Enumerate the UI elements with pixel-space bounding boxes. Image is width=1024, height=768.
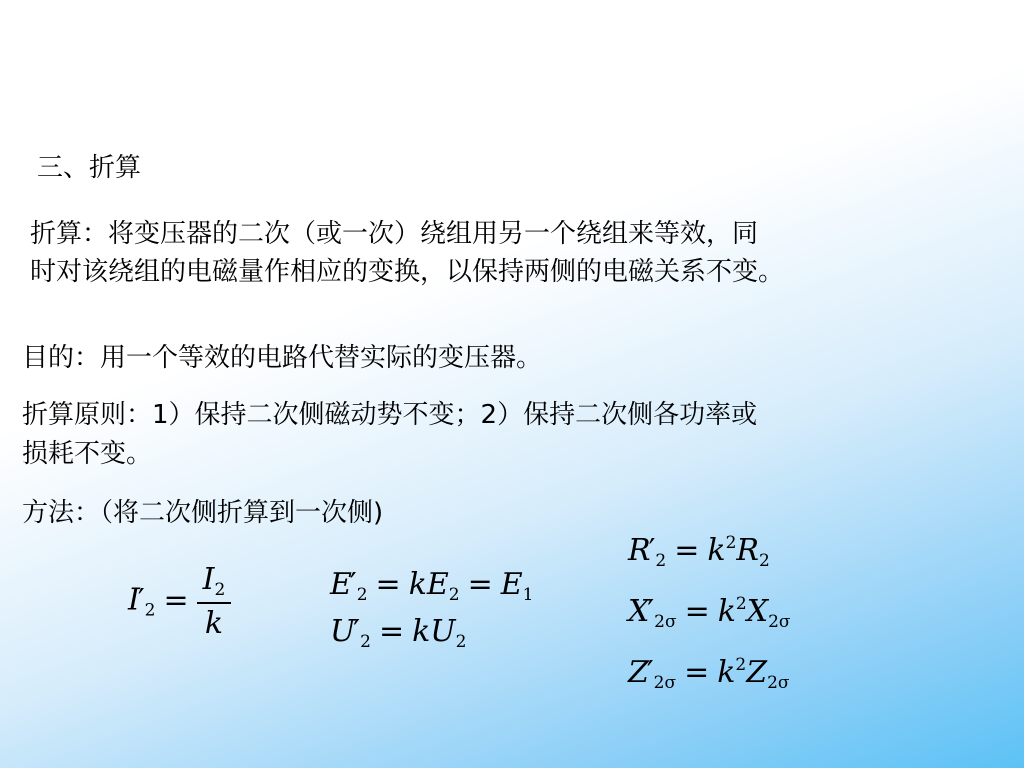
- current-fraction: $\frac{I_2}{k}$: [197, 562, 232, 641]
- emf-formula: $E'_2 = kE_2 = E_1$: [330, 567, 534, 605]
- definition-line-2: 时对该绕组的电磁量作相应的变换，以保持两侧的电磁关系不变。: [30, 257, 785, 287]
- definition-line-1: 折算：将变压器的二次（或一次）绕组用另一个绕组来等效，同: [30, 219, 759, 249]
- voltage-formula: $U'_2 = kU_2$: [330, 614, 467, 652]
- principle-line-1: 折算原则：1）保持二次侧磁动势不变；2）保持二次侧各功率或: [22, 400, 758, 430]
- current-formula: $I'_2$ = $\frac{I_2}{k}$: [128, 562, 231, 641]
- purpose-text: 目的：用一个等效的电路代替实际的变压器。: [22, 343, 543, 373]
- reactance-formula: $X'_{2\sigma} = k^2X_{2\sigma}$: [628, 594, 791, 632]
- impedance-formula: $Z'_{2\sigma} = k^2Z_{2\sigma}$: [628, 655, 790, 693]
- resistance-formula: $R'_2 = k^2R_2$: [628, 533, 770, 571]
- method-text: 方法：（将二次侧折算到一次侧): [22, 498, 384, 528]
- section-heading: 三、折算: [37, 153, 142, 183]
- principle-line-2: 损耗不变。: [22, 439, 153, 469]
